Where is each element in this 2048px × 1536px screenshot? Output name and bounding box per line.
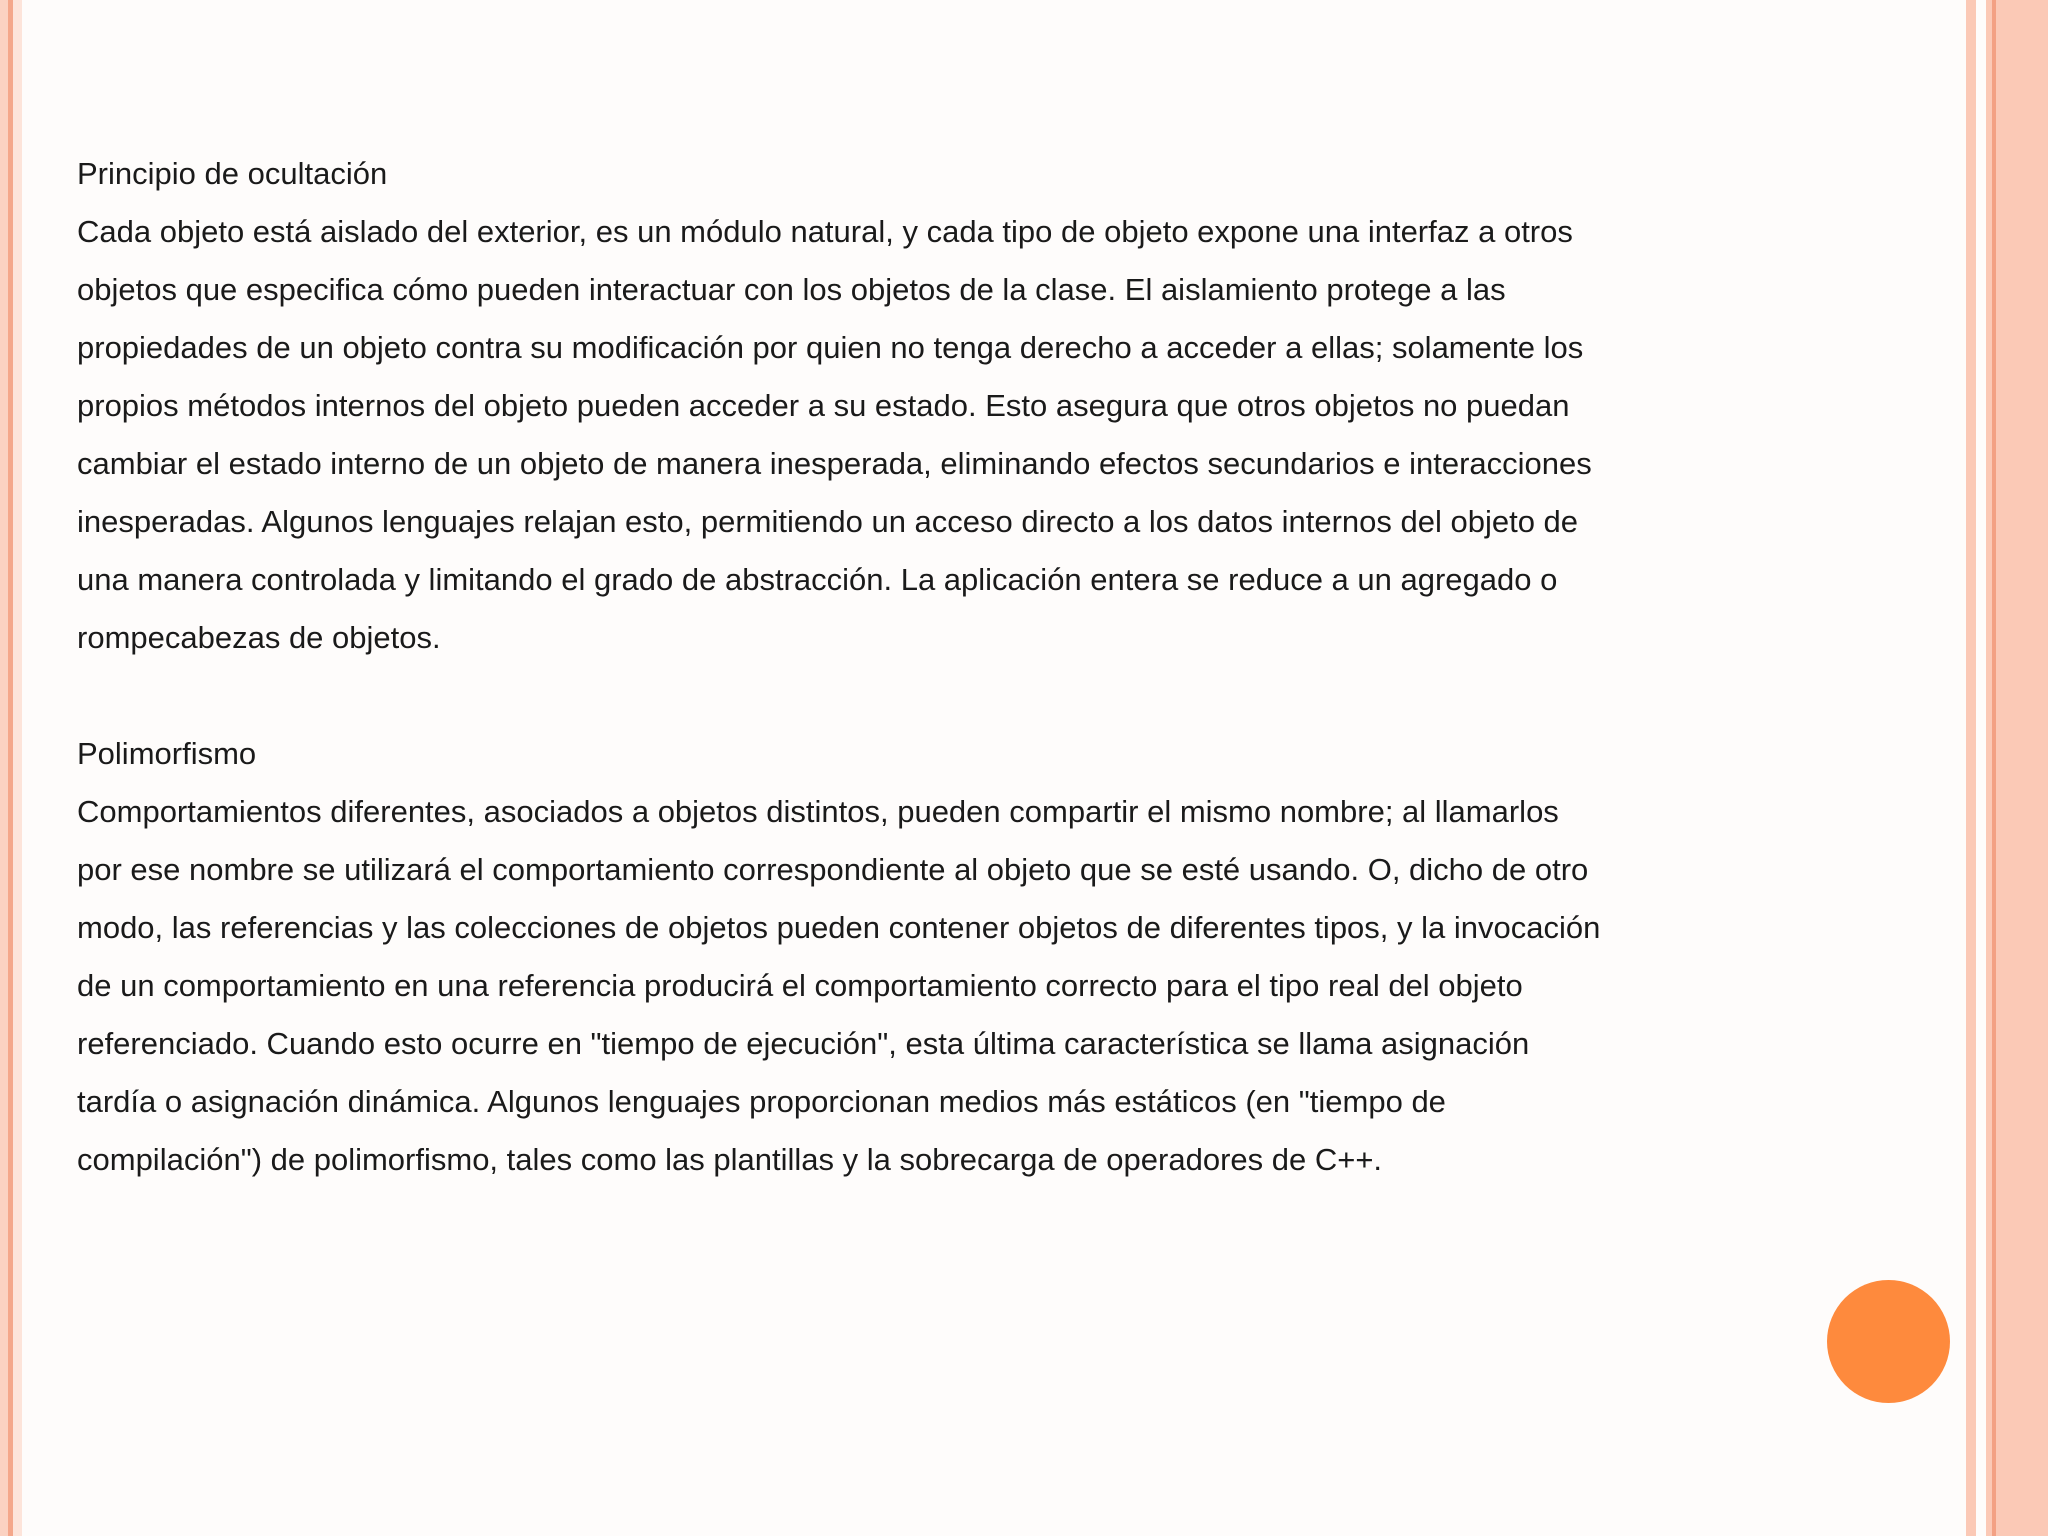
paragraph-line: propiedades de un objeto contra su modificación por quien no tenga derecho a acceder a ellas; solamente los <box>77 330 1584 365</box>
paragraph-line: compilación") de polimorfismo, tales como las plantillas y la sobrecarga de operadores de C++. <box>77 1142 1383 1177</box>
paragraph-line: Cada objeto está aislado del exterior, es un módulo natural, y cada tipo de objeto expone una interfaz a otros <box>77 214 1573 249</box>
paragraph-line: propios métodos internos del objeto pueden acceder a su estado. Esto asegura que otros objetos no puedan <box>77 388 1570 423</box>
left-decorative-stripe <box>0 0 22 1536</box>
paragraph-line: de un comportamiento en una referencia producirá el comportamiento correcto para el tipo real del objeto <box>77 968 1523 1003</box>
paragraph-line: referenciado. Cuando esto ocurre en "tiempo de ejecución", esta última característica se llama asignación <box>77 1026 1530 1061</box>
section-ocultacion <box>77 145 1777 667</box>
right-decorative-stripes <box>1962 0 2048 1536</box>
section-polimorfismo <box>77 725 1777 1189</box>
paragraph-line: una manera controlada y limitando el grado de abstracción. La aplicación entera se reduce a un agregado o <box>77 562 1558 597</box>
paragraph-line: cambiar el estado interno de un objeto de manera inesperada, eliminando efectos secundarios e interacciones <box>77 446 1592 481</box>
section-heading: Principio de ocultación <box>77 156 388 191</box>
orange-accent-circle <box>1827 1280 1950 1403</box>
paragraph-line: modo, las referencias y las colecciones de objetos pueden contener objetos de diferentes tipos, y la invocación <box>77 910 1601 945</box>
paragraph-line: objetos que especifica cómo pueden interactuar con los objetos de la clase. El aislamiento protege a las <box>77 272 1506 307</box>
section-heading: Polimorfismo <box>77 736 257 771</box>
slide-content <box>77 145 1777 1189</box>
paragraph-line: rompecabezas de objetos. <box>77 620 441 655</box>
paragraph-line: por ese nombre se utilizará el comportamiento correspondiente al objeto que se esté usando. O, dicho de otro <box>77 852 1589 887</box>
paragraph-line: tardía o asignación dinámica. Algunos lenguajes proporcionan medios más estáticos (en "tiempo de <box>77 1084 1446 1119</box>
paragraph-line: inesperadas. Algunos lenguajes relajan esto, permitiendo un acceso directo a los datos internos del objeto de <box>77 504 1579 539</box>
paragraph-line: Comportamientos diferentes, asociados a objetos distintos, pueden compartir el mismo nombre; al llamarlos <box>77 794 1559 829</box>
